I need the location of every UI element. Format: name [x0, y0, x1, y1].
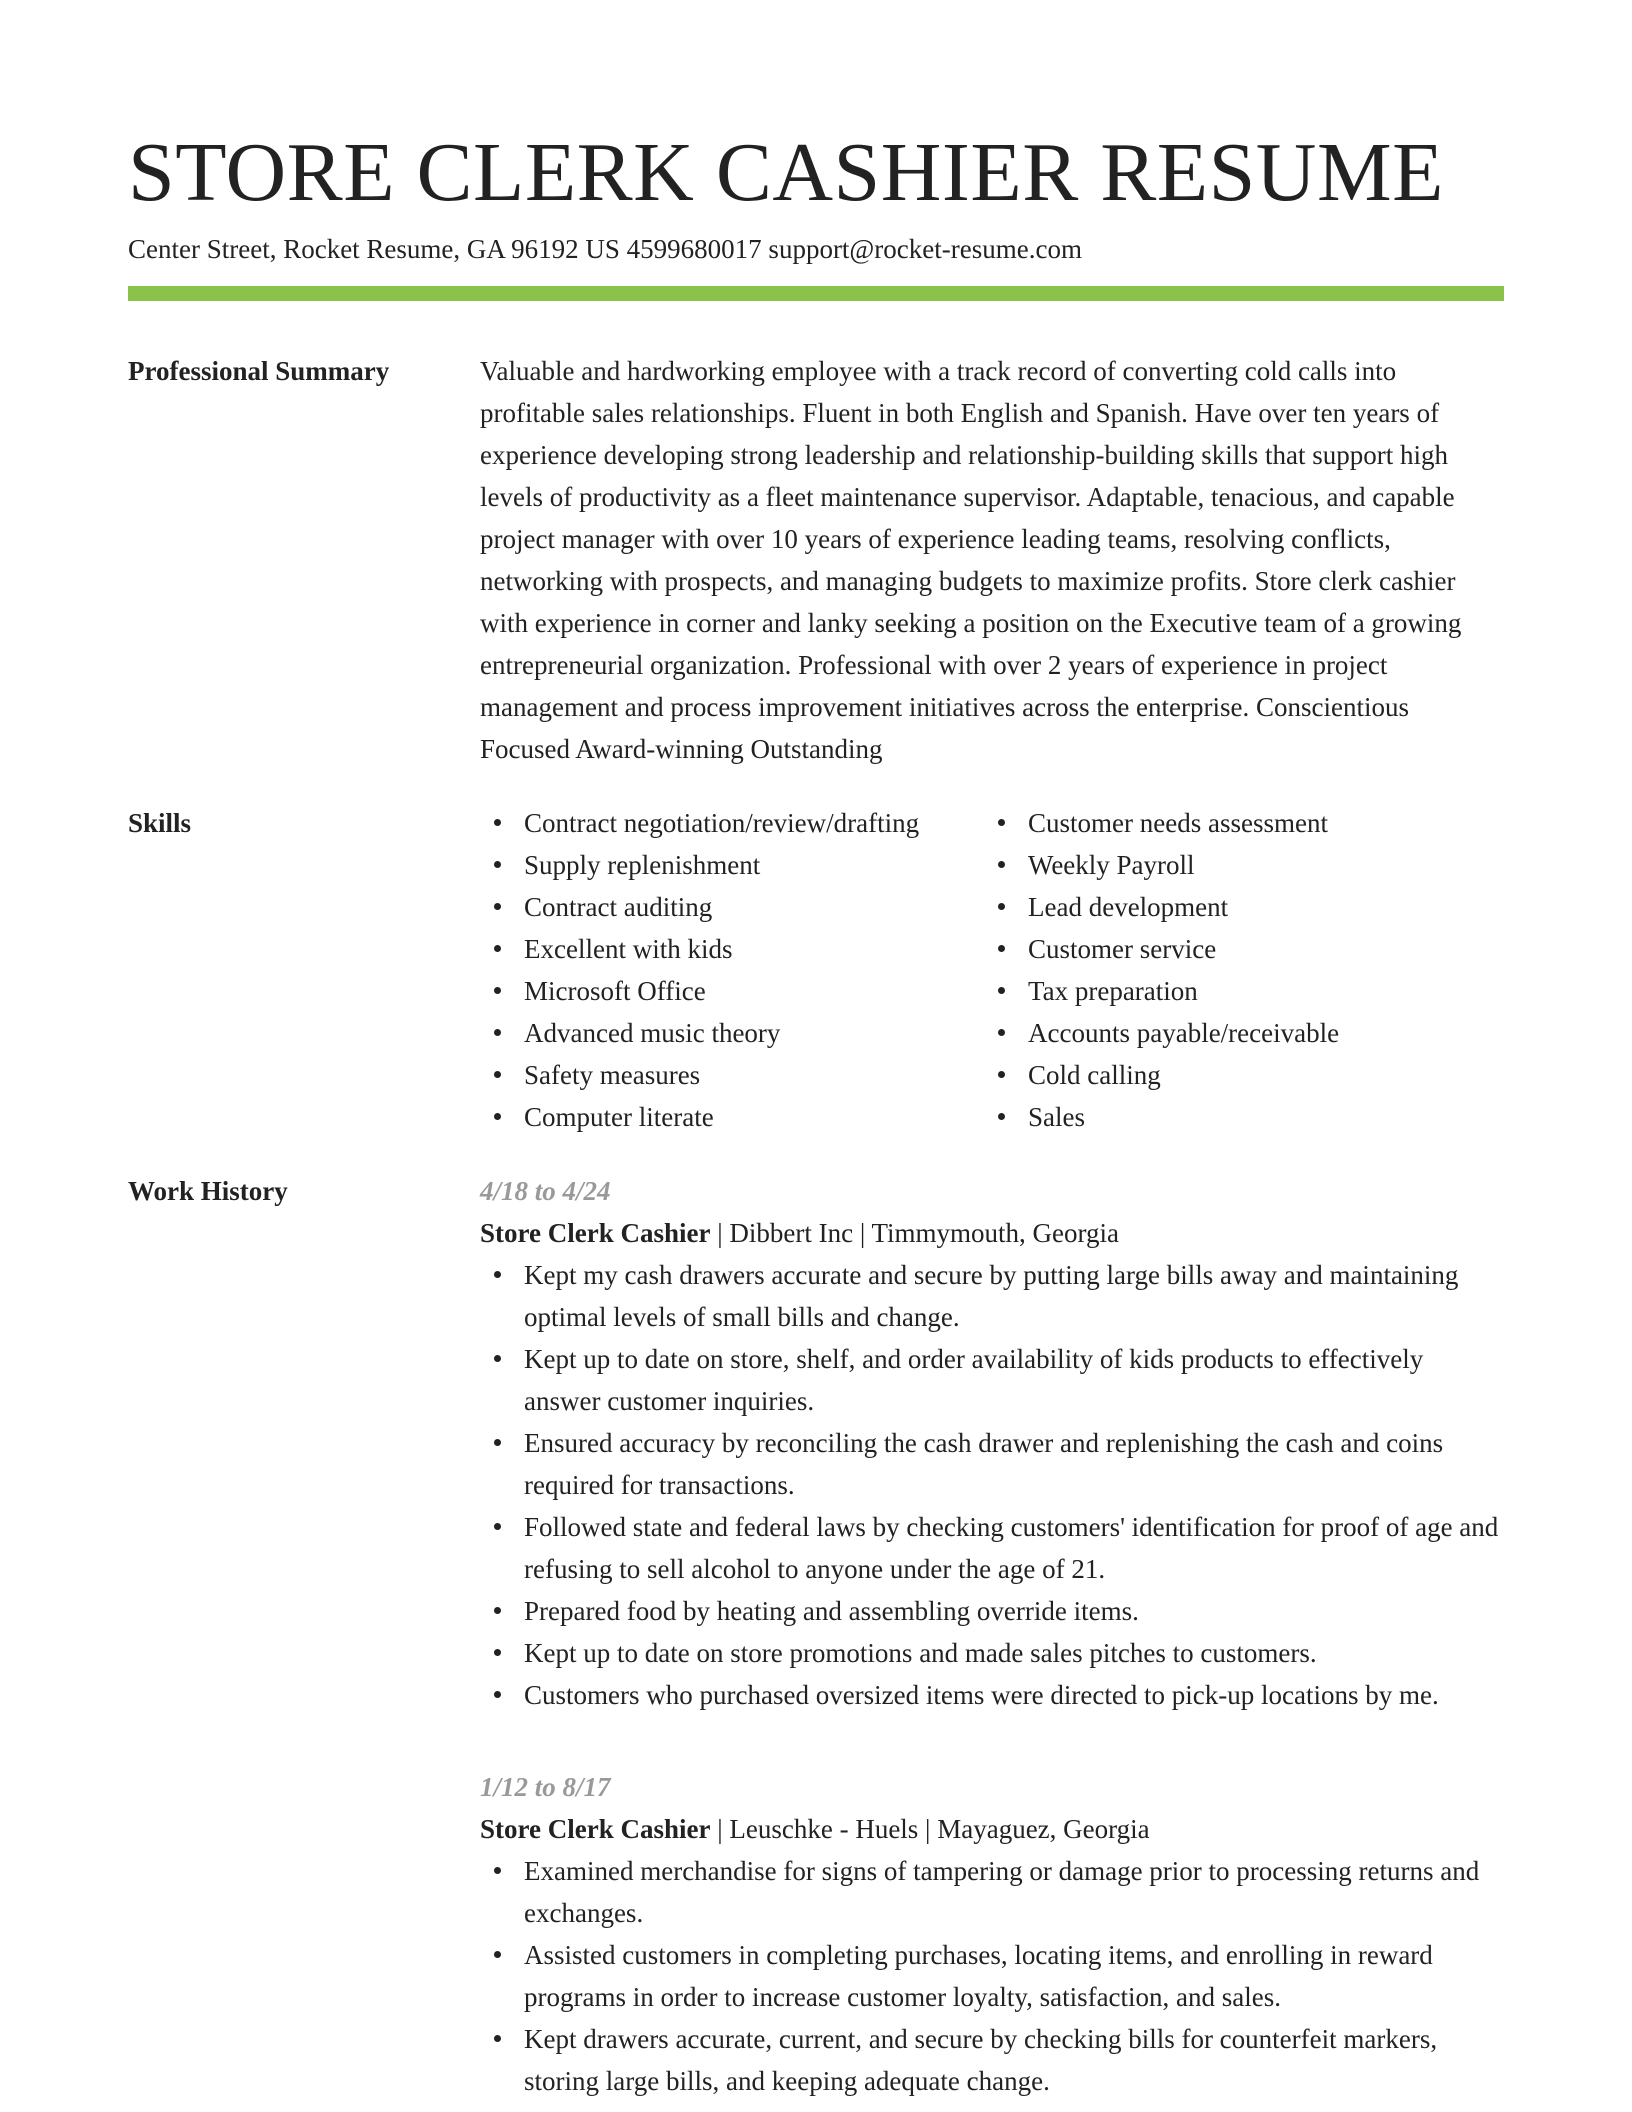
skill-item: Computer literate [480, 1096, 984, 1138]
skills-column-right [984, 802, 1484, 1138]
job-header [480, 1212, 1504, 1254]
job-bullets [480, 1850, 1504, 2102]
job-bullet: Ensured accuracy by reconciling the cash drawer and replenishing the cash and coins required for transactions. [480, 1422, 1504, 1506]
job-bullets [480, 1254, 1504, 1716]
skill-item: Advanced music theory [480, 1012, 984, 1054]
skill-item: Sales [984, 1096, 1484, 1138]
skills-column-left [480, 802, 984, 1138]
skill-item: Lead development [984, 886, 1484, 928]
job-bullet: Kept up to date on store, shelf, and order availability of kids products to effectively answer customer inquiries. [480, 1338, 1504, 1422]
job-title: Store Clerk Cashier [480, 1218, 711, 1248]
job-dates: 1/12 to 8/17 [480, 1772, 611, 1802]
summary-body [480, 350, 1504, 770]
skill-item: Customer service [984, 928, 1484, 970]
skill-item: Excellent with kids [480, 928, 984, 970]
work-history-heading: Work History [128, 1176, 288, 1206]
job-title: Store Clerk Cashier [480, 1814, 711, 1844]
summary-text: Valuable and hardworking employee with a track record of converting cold calls into profitable sales relationships. Fluent in both English and Spanish. Have over ten years of experience developing strong leadership and relationship-building skills that support high levels of productivity as a fleet maintenance supervisor. Adaptable, tenacious, and capable project manager with over 10 years of experience leading teams, resolving conflicts, networking with prospects, and managing budgets to maximize profits. Store clerk cashier with experience in corner and lanky seeking a position on the Executive team of a growing entrepreneurial organization. Professional with over 2 years of experience in project management and process improvement initiatives across the enterprise. Conscientious Focused Award-winning Outstanding [480, 356, 1462, 764]
job-employer-location: | Dibbert Inc | Timmymouth, Georgia [710, 1218, 1120, 1248]
skill-item: Customer needs assessment [984, 802, 1484, 844]
summary-heading: Professional Summary [128, 356, 390, 386]
job-bullet: Examined merchandise for signs of tampering or damage prior to processing returns and exchanges. [480, 1850, 1504, 1934]
skills-heading: Skills [128, 808, 192, 838]
skill-item: Weekly Payroll [984, 844, 1484, 886]
skills-list [480, 802, 1504, 1138]
skill-item: Microsoft Office [480, 970, 984, 1012]
job-entry [480, 1766, 1504, 2102]
job-header [480, 1808, 1504, 1850]
job-bullet: Assisted customers in completing purchases, locating items, and enrolling in reward programs in order to increase customer loyalty, satisfaction, and sales. [480, 1934, 1504, 2018]
contact-line: Center Street, Rocket Resume, GA 96192 US 4599680017 support@rocket-resume.com [128, 234, 1082, 264]
skill-item: Accounts payable/receivable [984, 1012, 1484, 1054]
job-entry [480, 1170, 1504, 1716]
resume-title: STORE CLERK CASHIER RESUME [128, 126, 1444, 219]
skill-item: Safety measures [480, 1054, 984, 1096]
skill-item: Contract auditing [480, 886, 984, 928]
job-employer-location: | Leuschke - Huels | Mayaguez, Georgia [710, 1814, 1150, 1844]
job-bullet: Customers who purchased oversized items were directed to pick-up locations by me. [480, 1674, 1504, 1716]
skill-item: Contract negotiation/review/drafting [480, 802, 984, 844]
job-dates: 4/18 to 4/24 [480, 1176, 611, 1206]
job-bullet: Prepared food by heating and assembling override items. [480, 1590, 1504, 1632]
accent-divider [128, 286, 1504, 301]
work-history-body [480, 1170, 1504, 2102]
skill-item: Cold calling [984, 1054, 1484, 1096]
skill-item: Tax preparation [984, 970, 1484, 1012]
job-bullet: Kept my cash drawers accurate and secure by putting large bills away and maintaining optimal levels of small bills and change. [480, 1254, 1504, 1338]
job-bullet: Kept up to date on store promotions and made sales pitches to customers. [480, 1632, 1504, 1674]
skill-item: Supply replenishment [480, 844, 984, 886]
job-bullet: Followed state and federal laws by checking customers' identification for proof of age and refusing to sell alcohol to anyone under the age of 21. [480, 1506, 1504, 1590]
job-bullet: Kept drawers accurate, current, and secure by checking bills for counterfeit markers, storing large bills, and keeping adequate change. [480, 2018, 1504, 2102]
